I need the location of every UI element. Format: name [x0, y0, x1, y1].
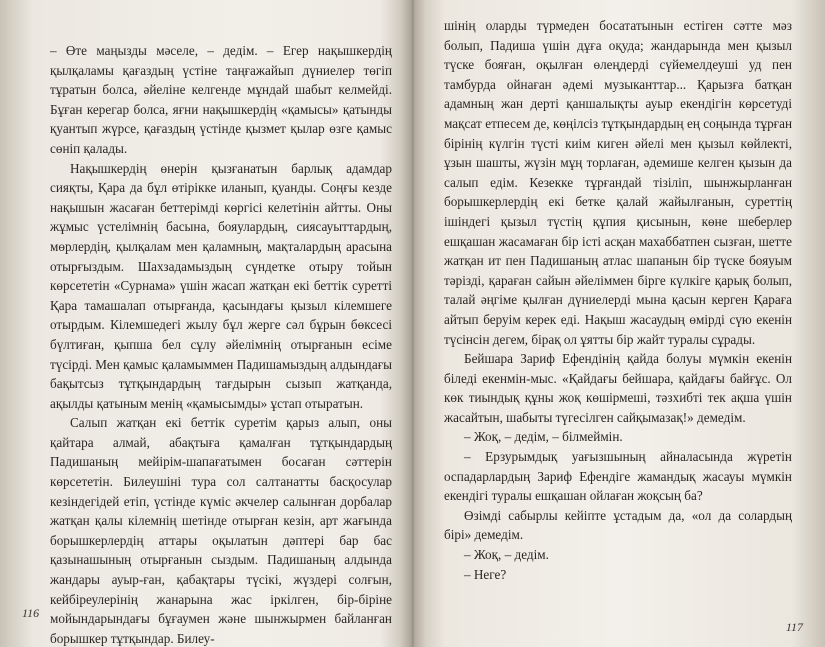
page-number-left: 116	[22, 606, 40, 620]
paragraph: – Неге?	[464, 566, 507, 582]
paragraph: – Ерзурымдық уағызшының айналасында жүретін оспадарлардың Зариф Ефендіге жамандық жасауы мүмкін екендігі туралы ешқашан ойлаған жоқсың ба?	[444, 449, 792, 504]
left-page	[0, 0, 412, 647]
paragraph: – Жоқ, – дедім, – білмеймін.	[464, 429, 623, 445]
right-page-text	[444, 16, 792, 584]
paragraph: шінің оларды түрмеден босататынын естіген сәтте мәз болып, Падиша үшін дұға оқуда; жандарында мен қызыл түске бояған, оқылған өлеңдерді сүйемелдеуші уд пен тамбурда ойнаған әдемі музыканттар... Қарызға батқан адамның жан дерті қаншалықты ауыр екендігін көрсетуді мақсат етпесем де, көңілсіз тұтқындардың ең соңында тұрған бірінің күлгін түсті киім киген әйелі мен қызыл көйлекті, ұзын шашты, жүзін мұң торлаған, әдемише келген қызын да салып едім. Кезекке тұрғандай тізіліп, шынжырланған борышкерлердің екі бетке қалай жайылғанын, суреттің ішіндегі қызыл түстің құпия қисынын, көне шеберлер ешқашан жасамаған бір істі асқан махаббатпен сызған, шетте жатқан ит пен Падишаның атлас шапанын бір түске бояуым тәрізді, қараған сайын әйеліммен бірге күлкіге қарық болып, талай әңгіме қылған дүниелерді мына қасын керген Қараға айтып беруім керек еді. Нақыш жасаудың өмірді сүю екенін түсінсін дегем, бірақ ол ұятты бір жайт туралы сұрады.	[444, 18, 792, 347]
paragraph: Бейшара Зариф Ефендінің қайда болуы мүмкін екенін біледі екенмін-мыс. «Қайдағы бейшара, қайдағы байғұс. Ол көк тиындық құны жоқ көшірмеші, тәзхибті тек ақша үшін жасайтын, шабыты түгесілген сайқымазақ!» демедім.	[444, 351, 792, 425]
right-page	[412, 0, 825, 647]
paragraph: Нақышкердің өнерін қызғанатын барлық адамдар сияқты, Қара да бұл өтірікке иланып, қуанды. Соңғы кезде нақышын жасаған беттерімді көргісі келетінін айтты. Оны жұмыс үстелімнің басына, бояулардың, сиясауыттардың, мөрлердің, қылқалам мен қаламның, мақталардың арасына отырғыздым. Шахзадамыздың сүндетке отыру тойын көрсететін «Сурнама» үшін жасап жатқан екі беттік суретті Қара тамашалап отырғанда, қасындағы қызыл кілемшеге отырдым. Кілемшедегі жылу бұл жерге сәл бұрын бөксесі бүлтиған, қыпша бел сұлу әйелімнің отырғанын есіме түсірді. Мен қамыс қаламыммен Падишамыздың алдындағы бақытсыз тұтқындардың тағдырын сызып жатқанда, ақылды қатыным менің «қамысымды» ұстап отыратын.	[50, 160, 392, 411]
page-number-right: 117	[785, 620, 803, 634]
paragraph: Өзімді сабырлы кейіпте ұстадым да, «ол да солардың бірі» демедім.	[444, 507, 792, 543]
paragraph: Салып жатқан екі беттік суретім қарыз алып, оны қайтара алмай, абақтыға қамалған тұтқындардың Падишаның мейірім-шапағатымен босаған сәттерін көрсететін. Билеушіні тура сол салтанатты басқосулар кезіндегідей етіп, үстінде күміс әкчелер салынған дорбалар жатқан қалы кілемнің шетінде отырған кезін, арт жағында борышкерлердің аттары оқылатын дәптері бар бас қазынашының отырғанын сыздым. Падишаның алдында жандары ауыр-ған, қабақтары түсікі, жүздері солғын, кейбіреулерінің жанарына жас іркілген, бір-біріне мойындарындағы бұғаумен және шынжырмен байланған борышкер тұтқындар. Билеу-	[50, 415, 392, 646]
paragraph: – Өте маңызды мәселе, – дедім. – Егер нақышкердің қылқаламы қағаздың үстіне таңғажайып дүниелер төгіп тұратын болса, әйеліне келгенде мұндай шабыт келмейді. Бұған керегар болса, яғни нақышкердің «қамысы» қатынды қуантып жүрсе, қағаздың үстінде қызмет қылар өзге қамыс сөніп қалады.	[50, 43, 392, 156]
paragraph: – Жоқ, – дедім.	[464, 547, 549, 563]
left-page-text	[50, 41, 392, 647]
